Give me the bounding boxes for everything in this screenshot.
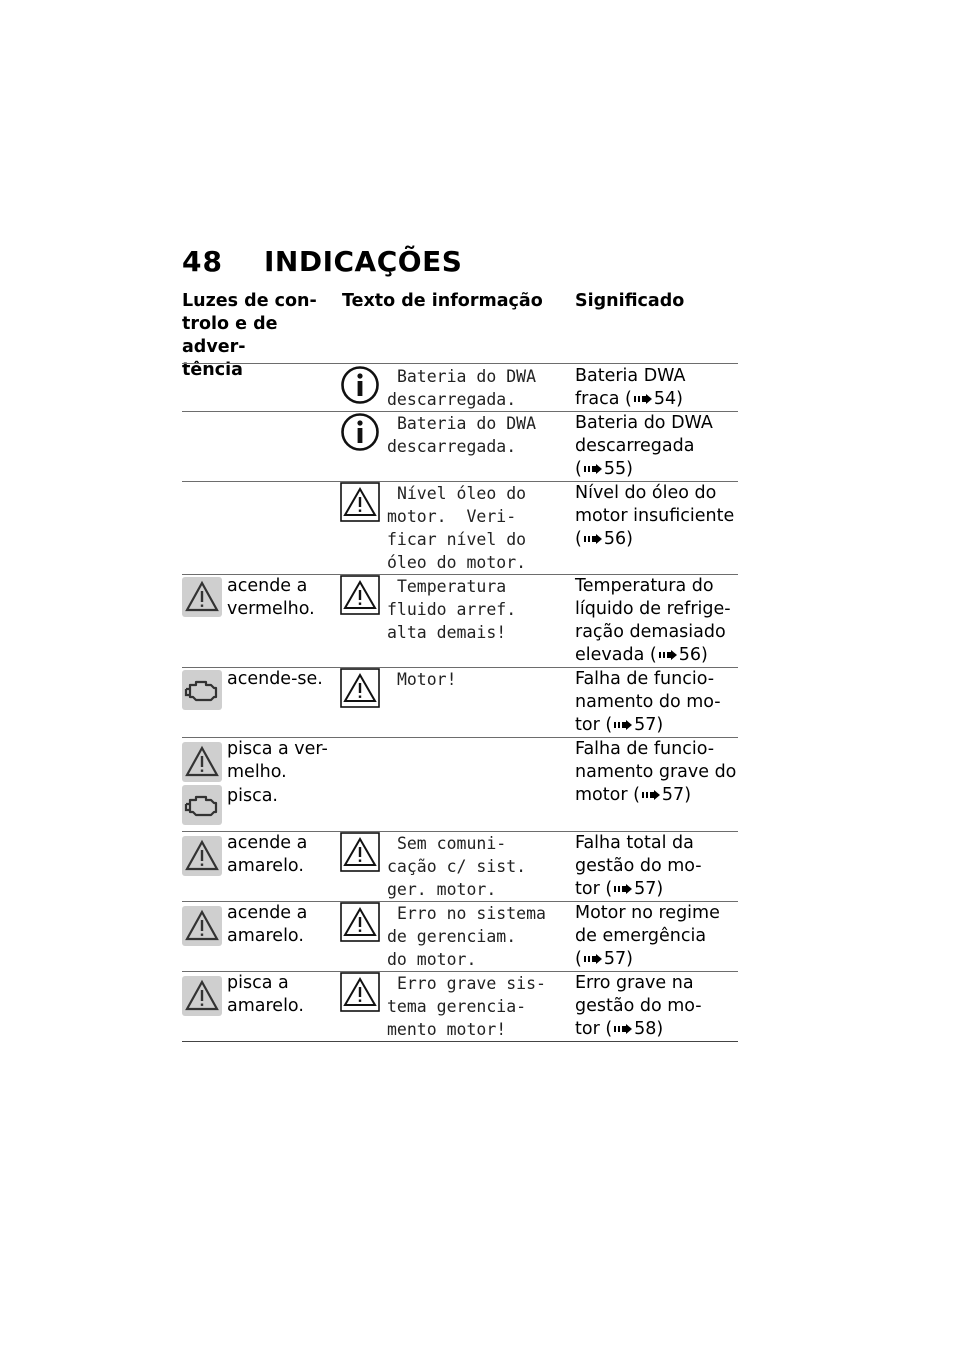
engine-lamp: [182, 670, 222, 710]
warning-triangle-icon: [340, 668, 380, 708]
page-reference-arrow-icon: [614, 884, 632, 894]
warning-triangle-icon: [182, 742, 222, 782]
page-reference-arrow-icon: [614, 720, 632, 730]
info-text: Motor!: [387, 670, 457, 689]
page-header: [182, 243, 462, 279]
column-header-meaning: Significado: [575, 291, 685, 311]
warning-lamp: [182, 577, 222, 617]
page-title: INDICAÇÕES: [264, 244, 463, 278]
light-status-text: pisca a amarelo.: [227, 973, 304, 1016]
meaning-text: Nível do óleo do motor insuficiente ( 56): [575, 483, 735, 549]
light-status-text: acende a amarelo.: [227, 903, 308, 946]
page-reference-link[interactable]: 56): [678, 645, 708, 665]
table-bottom-rule: [182, 1041, 738, 1042]
warning-triangle-icon: [182, 836, 222, 876]
info-text: Temperatura fluido arref. alta demais!: [387, 577, 517, 642]
light-status-text: acende a amarelo.: [227, 833, 308, 876]
info-text: Erro grave sis- tema gerencia- mento motor!: [387, 974, 546, 1039]
light-status-text: pisca a ver- melho.: [227, 739, 328, 782]
warning-lamp: [182, 906, 222, 946]
engine-check-icon: [182, 670, 222, 710]
info-text: Bateria do DWA descarregada.: [387, 367, 537, 409]
warning-triangle-icon: [340, 902, 380, 942]
info-icon: [340, 365, 380, 405]
page-reference-link[interactable]: 57): [603, 949, 633, 969]
light-status-text: acende-se.: [227, 669, 323, 689]
light-status-text: acende a vermelho.: [227, 576, 315, 619]
warning-triangle-icon: [340, 972, 380, 1012]
page-reference-arrow-icon: [584, 534, 602, 544]
meaning-text: Bateria do DWA descarregada ( 55): [575, 413, 713, 479]
page-reference-arrow-icon: [659, 650, 677, 660]
page-reference-link[interactable]: 55): [603, 459, 633, 479]
warning-triangle-icon: [340, 482, 380, 522]
table-divider: [182, 363, 738, 364]
meaning-text: Falha de funcio- namento grave do motor ( 57): [575, 739, 737, 805]
page-reference-link[interactable]: 57): [634, 715, 664, 735]
meaning-text: Falha total da gestão do mo- tor ( 57): [575, 833, 702, 899]
page-reference-link[interactable]: 57): [634, 879, 664, 899]
page-reference-arrow-icon: [634, 394, 652, 404]
meaning-text: Motor no regime de emergência ( 57): [575, 903, 720, 969]
info-text: Nível óleo do motor. Veri- ficar nível do óleo do motor.: [387, 484, 527, 572]
page-reference-link[interactable]: 57): [661, 785, 692, 805]
warning-triangle-icon: [340, 575, 380, 615]
page-reference-link[interactable]: 56): [603, 529, 633, 549]
meaning-text: Falha de funcio- namento do mo- tor ( 57): [575, 669, 721, 735]
engine-lamp: [182, 785, 222, 825]
page-number: 48: [182, 244, 223, 278]
page-reference-link[interactable]: 58): [634, 1019, 664, 1039]
info-text: Erro no sistema de gerenciam. do motor.: [387, 904, 546, 969]
column-header-info-text: Texto de informação: [342, 291, 543, 311]
page-reference-arrow-icon: [584, 954, 602, 964]
light-status-text: pisca.: [227, 786, 278, 806]
meaning-text: Temperatura do líquido de refrige- ração demasiado elevada ( 56): [575, 576, 731, 665]
warning-lamp: [182, 742, 222, 782]
warning-triangle-icon: [340, 832, 380, 872]
warning-lamp: [182, 976, 222, 1016]
warning-triangle-icon: [182, 906, 222, 946]
warning-triangle-icon: [182, 577, 222, 617]
page-reference-link[interactable]: 54): [653, 389, 683, 409]
info-text: Bateria do DWA descarregada.: [387, 414, 537, 456]
warning-lamp: [182, 836, 222, 876]
meaning-text: Erro grave na gestão do mo- tor ( 58): [575, 973, 702, 1039]
page-reference-arrow-icon: [642, 790, 660, 800]
info-icon: [340, 412, 380, 452]
engine-check-icon: [182, 785, 222, 825]
page-reference-arrow-icon: [584, 464, 602, 474]
info-text: Sem comuni- cação c/ sist. ger. motor.: [387, 834, 527, 899]
page-reference-arrow-icon: [614, 1024, 632, 1034]
warning-triangle-icon: [182, 976, 222, 1016]
column-header-lights: Luzes de con- trolo e de adver- tência: [182, 291, 317, 380]
meaning-text: Bateria DWA fraca ( 54): [575, 366, 686, 409]
